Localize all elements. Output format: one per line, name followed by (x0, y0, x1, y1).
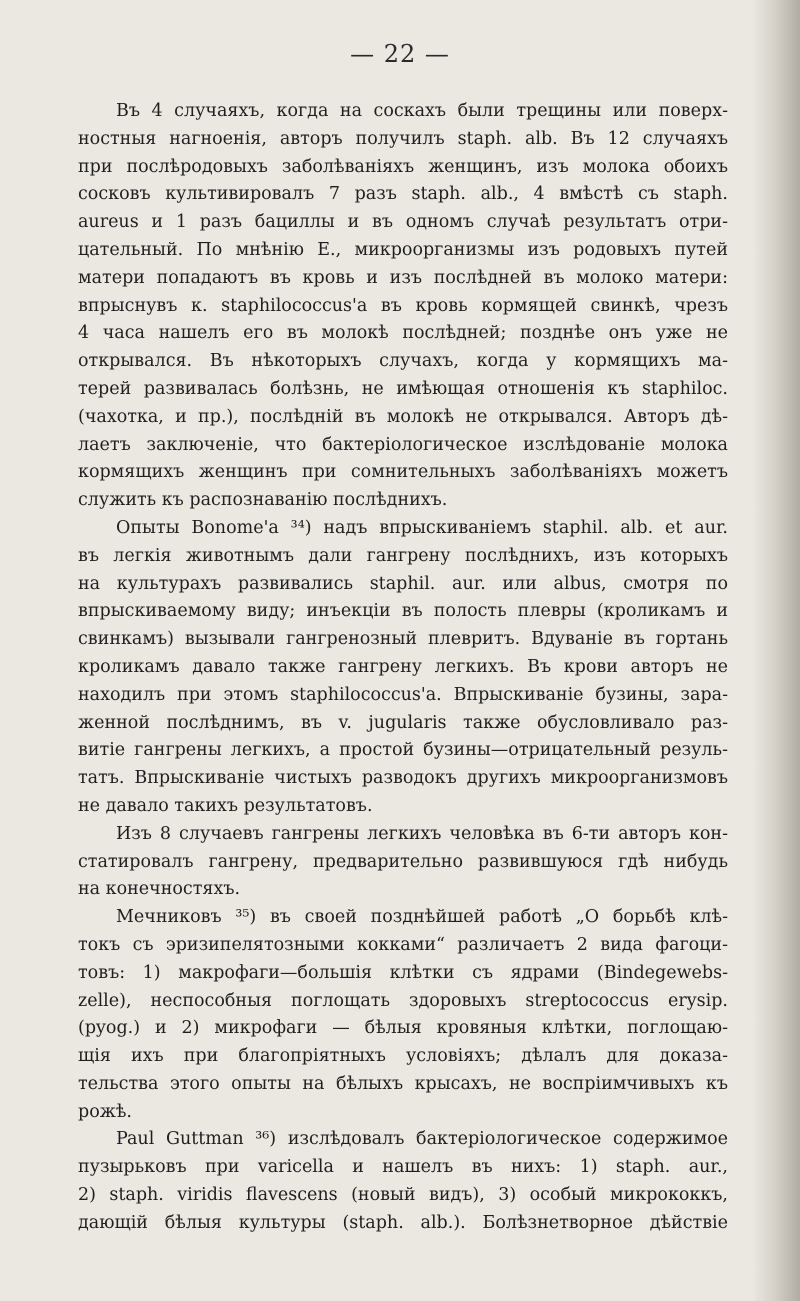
text-line: татъ. Впрыскиваніе чистыхъ разводокъ другихъ микроорганизмовъ (78, 768, 728, 789)
page-edge-shadow (752, 0, 800, 1301)
text-line: въ легкія животнымъ дали гангрену послѣднихъ, изъ которыхъ (78, 545, 728, 566)
text-line: не давало такихъ результатовъ. (78, 795, 373, 816)
text-line: витіе гангрены легкихъ, а простой бузины—отрицательный резуль- (78, 740, 728, 761)
text-line: на конечностяхъ. (78, 879, 241, 900)
text-line: щія ихъ при благопріятныхъ условіяхъ; дѣлалъ для доказа- (78, 1046, 728, 1067)
text-line: (pyog.) и 2) микрофаги — бѣлыя кровяныя клѣтки, поглощаю- (78, 1018, 728, 1039)
text-line: zelle), неспособныя поглощать здоровыхъ streptococcus erysip. (78, 990, 728, 1011)
text-line: 4 часа нашелъ его въ молокѣ послѣдней; позднѣе онъ уже не (78, 323, 728, 344)
text-line: кроликамъ давало также гангрену легкихъ. Въ крови авторъ не (78, 656, 728, 677)
text-line: статировалъ гангрену, предварительно развившуюся гдѣ нибудь (78, 851, 728, 872)
text-line: сосковъ культивировалъ 7 разъ staph. alb., 4 вмѣстѣ съ staph. (78, 184, 728, 205)
text-line: на культурахъ развивались staphil. aur. или albus, смотря по (78, 573, 728, 594)
text-line: матери попадаютъ въ кровь и изъ послѣдней въ молоко матери: (78, 267, 728, 288)
text-line: ностныя нагноенія, авторъ получилъ staph. alb. Въ 12 случаяхъ (78, 128, 728, 149)
text-line: кормящихъ женщинъ при сомнительныхъ заболѣваніяхъ можетъ (78, 462, 728, 483)
text-line: впрыснувъ к. staphilococcus'а въ кровь кормящей свинкѣ, чрезъ (78, 295, 728, 316)
text-line: при послѣродовыхъ заболѣваніяхъ женщинъ, изъ молока обоихъ (78, 156, 728, 177)
text-line: рожѣ. (78, 1101, 132, 1122)
text-line: пузырьковъ при varicella и нашелъ въ нихъ: 1) staph. aur., (78, 1157, 728, 1178)
text-line: терей развивалась болѣзнь, не имѣющая отношенія къ staphiloc. (78, 378, 728, 399)
text-line: Опыты Bonome'а ³⁴) надъ впрыскиваніемъ staphil. alb. et aur. (116, 517, 728, 538)
text-line: Изъ 8 случаевъ гангрены легкихъ человѣка въ 6-ти авторъ кон- (116, 823, 728, 844)
text-line: женной послѣднимъ, въ v. jugularis также обусловливало раз- (78, 712, 728, 733)
text-line: цательный. По мнѣнію Е., микроорганизмы изъ родовыхъ путей (78, 239, 728, 260)
text-line: дающій бѣлыя культуры (staph. alb.). Болѣзнетворное дѣйствіе (78, 1212, 728, 1233)
text-line: находилъ при этомъ staphilococcus'а. Впрыскиваніе бузины, зара- (78, 684, 728, 705)
text-line: Paul Guttman ³⁶) изслѣдовалъ бактеріологическое содержимое (116, 1129, 728, 1150)
text-line: тельства этого опыты на бѣлыхъ крысахъ, не воспріимчивыхъ къ (78, 1073, 728, 1094)
text-line: Мечниковъ ³⁵) въ своей позднѣйшей работѣ „О борьбѣ клѣ- (116, 907, 728, 928)
text-line: открывался. Въ нѣкоторыхъ случахъ, когда у кормящихъ ма- (78, 351, 728, 372)
text-line: (чахотка, и пр.), послѣдній въ молокѣ не открывался. Авторъ дѣ- (78, 406, 728, 427)
text-line: впрыскиваемому виду; инъекціи въ полость плевры (кроликамъ и (78, 601, 728, 622)
text-line: aureus и 1 разъ бациллы и въ одномъ случаѣ результатъ отри- (78, 212, 728, 233)
body-text (78, 98, 728, 1238)
text-line: свинкамъ) вызывали гангренозный плевритъ. Вдуваніе въ гортань (78, 629, 728, 650)
page-number: — 22 — (350, 40, 450, 68)
text-line: лаетъ заключеніе, что бактеріологическое изслѣдованіе молока (78, 434, 728, 455)
text-line: 2) staph. viridis flavescens (новый видъ), 3) особый микрококкъ, (78, 1185, 728, 1206)
text-line: Въ 4 случаяхъ, когда на соскахъ были трещины или поверх- (116, 101, 728, 121)
text-line: служить къ распознаванію послѣднихъ. (78, 490, 448, 511)
text-line: товъ: 1) макрофаги—большія клѣтки съ ядрами (Bindegewebs- (78, 962, 728, 983)
text-line: токъ съ эризипелятозными кокками“ различаетъ 2 вида фагоци- (78, 934, 728, 955)
